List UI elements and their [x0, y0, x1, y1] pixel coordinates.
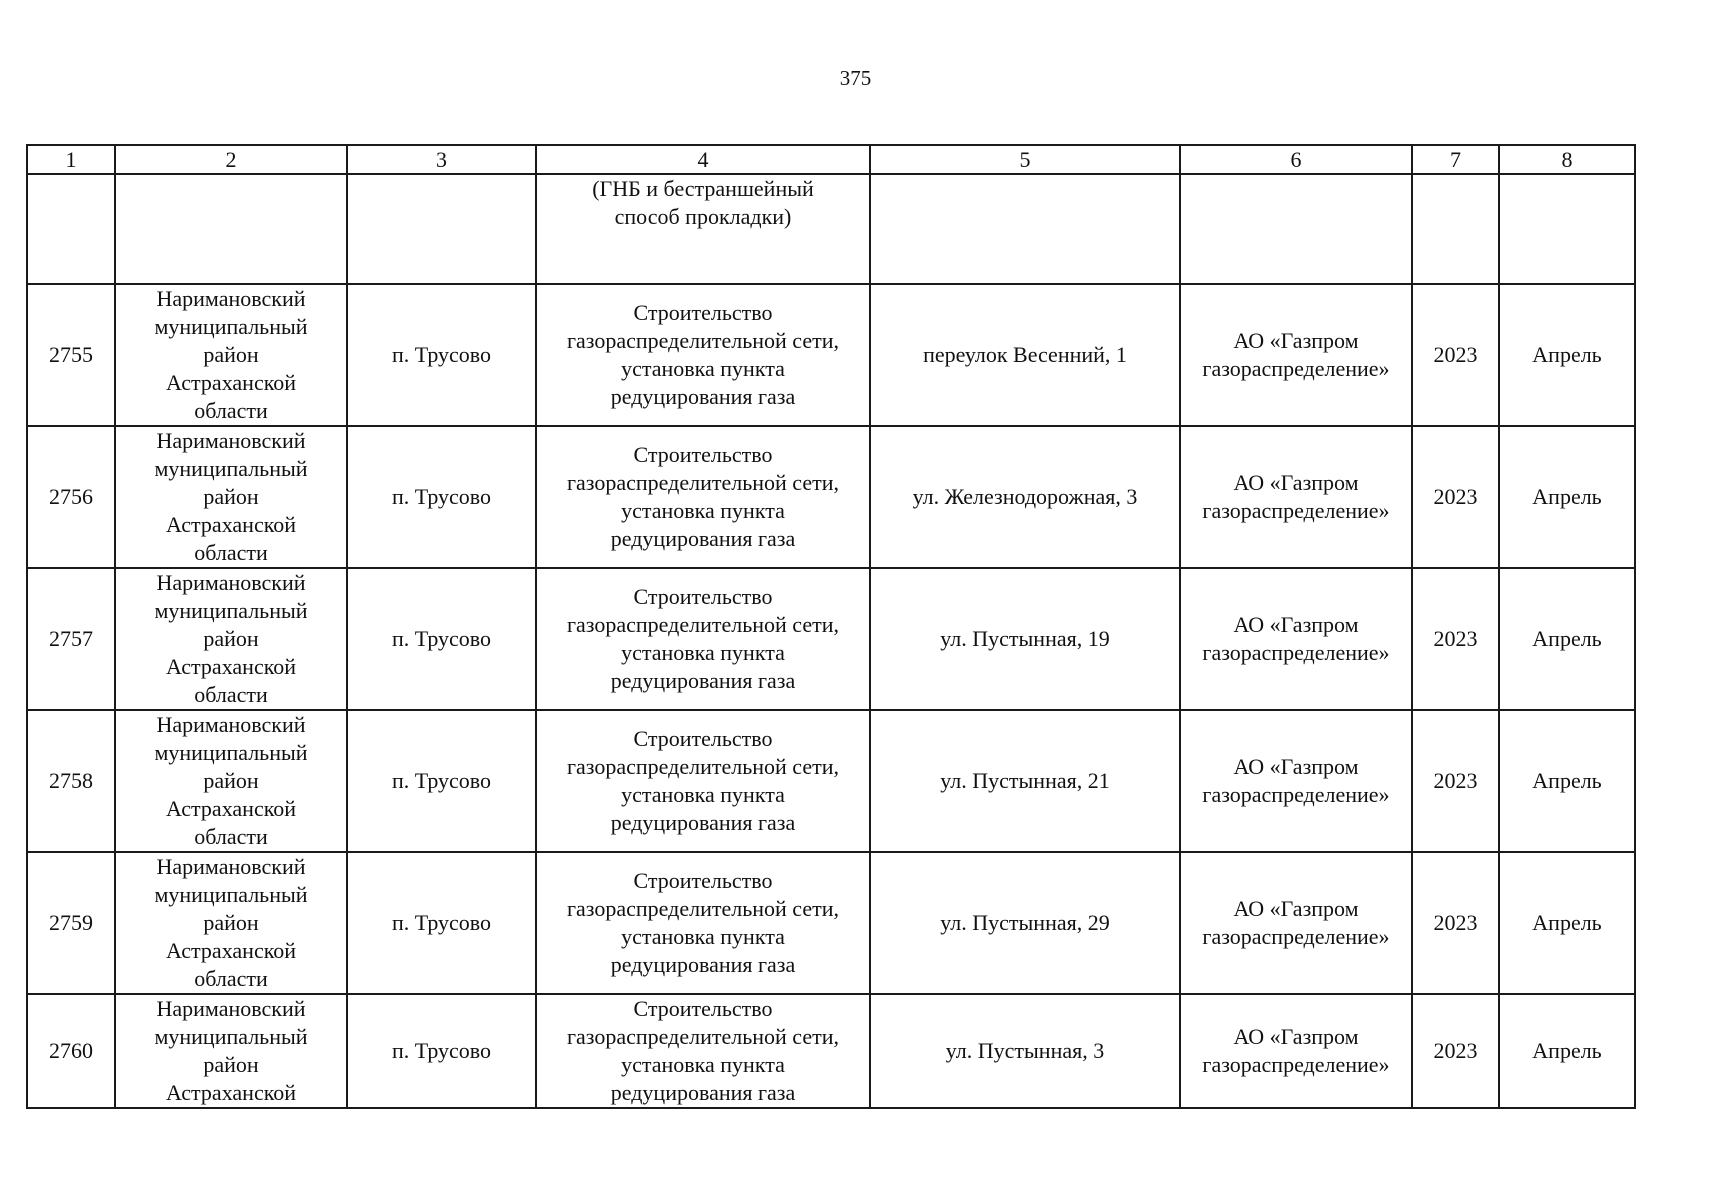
organization-cell: АО «Газпром газораспределение»	[1180, 852, 1412, 994]
table-cell	[115, 174, 347, 284]
row-number: 2756	[27, 426, 115, 568]
page-number: 375	[839, 66, 872, 90]
continuation-work-note: (ГНБ и бестраншейный способ прокладки)	[536, 174, 870, 284]
month-cell: Апрель	[1499, 568, 1635, 710]
organization-cell: АО «Газпром газораспределение»	[1180, 426, 1412, 568]
district-cell: Наримановский муниципальный район Астраханской	[115, 994, 347, 1108]
year-cell: 2023	[1412, 426, 1499, 568]
row-number: 2760	[27, 994, 115, 1108]
month-cell: Апрель	[1499, 426, 1635, 568]
work-cell: Строительство газораспределительной сети, установка пункта редуцирования газа	[536, 426, 870, 568]
table-row	[27, 710, 1635, 852]
row-number: 2757	[27, 568, 115, 710]
column-number: 1	[27, 145, 115, 174]
work-cell: Строительство газораспределительной сети, установка пункта редуцирования газа	[536, 852, 870, 994]
continuation-row	[27, 174, 1635, 284]
table-cell	[347, 174, 536, 284]
row-number: 2755	[27, 284, 115, 426]
table-cell	[870, 174, 1180, 284]
column-number: 5	[870, 145, 1180, 174]
data-table	[26, 144, 1636, 1109]
month-cell: Апрель	[1499, 852, 1635, 994]
year-cell: 2023	[1412, 568, 1499, 710]
organization-cell: АО «Газпром газораспределение»	[1180, 568, 1412, 710]
table-row	[27, 284, 1635, 426]
settlement-cell: п. Трусово	[347, 426, 536, 568]
address-cell: ул. Пустынная, 21	[870, 710, 1180, 852]
month-cell: Апрель	[1499, 710, 1635, 852]
column-number-row	[27, 145, 1635, 174]
row-number: 2759	[27, 852, 115, 994]
year-cell: 2023	[1412, 994, 1499, 1108]
month-cell: Апрель	[1499, 994, 1635, 1108]
table-container	[26, 144, 1636, 1109]
work-cell: Строительство газораспределительной сети, установка пункта редуцирования газа	[536, 568, 870, 710]
work-cell: Строительство газораспределительной сети, установка пункта редуцирования газа	[536, 284, 870, 426]
table-row	[27, 852, 1635, 994]
year-cell: 2023	[1412, 284, 1499, 426]
address-cell: переулок Весенний, 1	[870, 284, 1180, 426]
column-number: 3	[347, 145, 536, 174]
year-cell: 2023	[1412, 710, 1499, 852]
address-cell: ул. Пустынная, 3	[870, 994, 1180, 1108]
column-number: 8	[1499, 145, 1635, 174]
settlement-cell: п. Трусово	[347, 284, 536, 426]
table-row	[27, 994, 1635, 1108]
column-number: 2	[115, 145, 347, 174]
settlement-cell: п. Трусово	[347, 568, 536, 710]
row-number: 2758	[27, 710, 115, 852]
district-cell: Наримановский муниципальный район Астраханской области	[115, 568, 347, 710]
work-cell: Строительство газораспределительной сети, установка пункта редуцирования газа	[536, 710, 870, 852]
work-cell: Строительство газораспределительной сети, установка пункта редуцирования газа	[536, 994, 870, 1108]
column-number: 6	[1180, 145, 1412, 174]
column-number: 7	[1412, 145, 1499, 174]
table-cell	[1412, 174, 1499, 284]
district-cell: Наримановский муниципальный район Астраханской области	[115, 710, 347, 852]
year-cell: 2023	[1412, 852, 1499, 994]
settlement-cell: п. Трусово	[347, 994, 536, 1108]
table-cell	[27, 174, 115, 284]
table-cell	[1180, 174, 1412, 284]
organization-cell: АО «Газпром газораспределение»	[1180, 994, 1412, 1108]
settlement-cell: п. Трусово	[347, 710, 536, 852]
column-number: 4	[536, 145, 870, 174]
organization-cell: АО «Газпром газораспределение»	[1180, 284, 1412, 426]
district-cell: Наримановский муниципальный район Астраханской области	[115, 284, 347, 426]
organization-cell: АО «Газпром газораспределение»	[1180, 710, 1412, 852]
address-cell: ул. Пустынная, 29	[870, 852, 1180, 994]
address-cell: ул. Пустынная, 19	[870, 568, 1180, 710]
district-cell: Наримановский муниципальный район Астраханской области	[115, 426, 347, 568]
district-cell: Наримановский муниципальный район Астраханской области	[115, 852, 347, 994]
table-row	[27, 426, 1635, 568]
address-cell: ул. Железнодорожная, 3	[870, 426, 1180, 568]
table-row	[27, 568, 1635, 710]
table-cell	[1499, 174, 1635, 284]
month-cell: Апрель	[1499, 284, 1635, 426]
settlement-cell: п. Трусово	[347, 852, 536, 994]
